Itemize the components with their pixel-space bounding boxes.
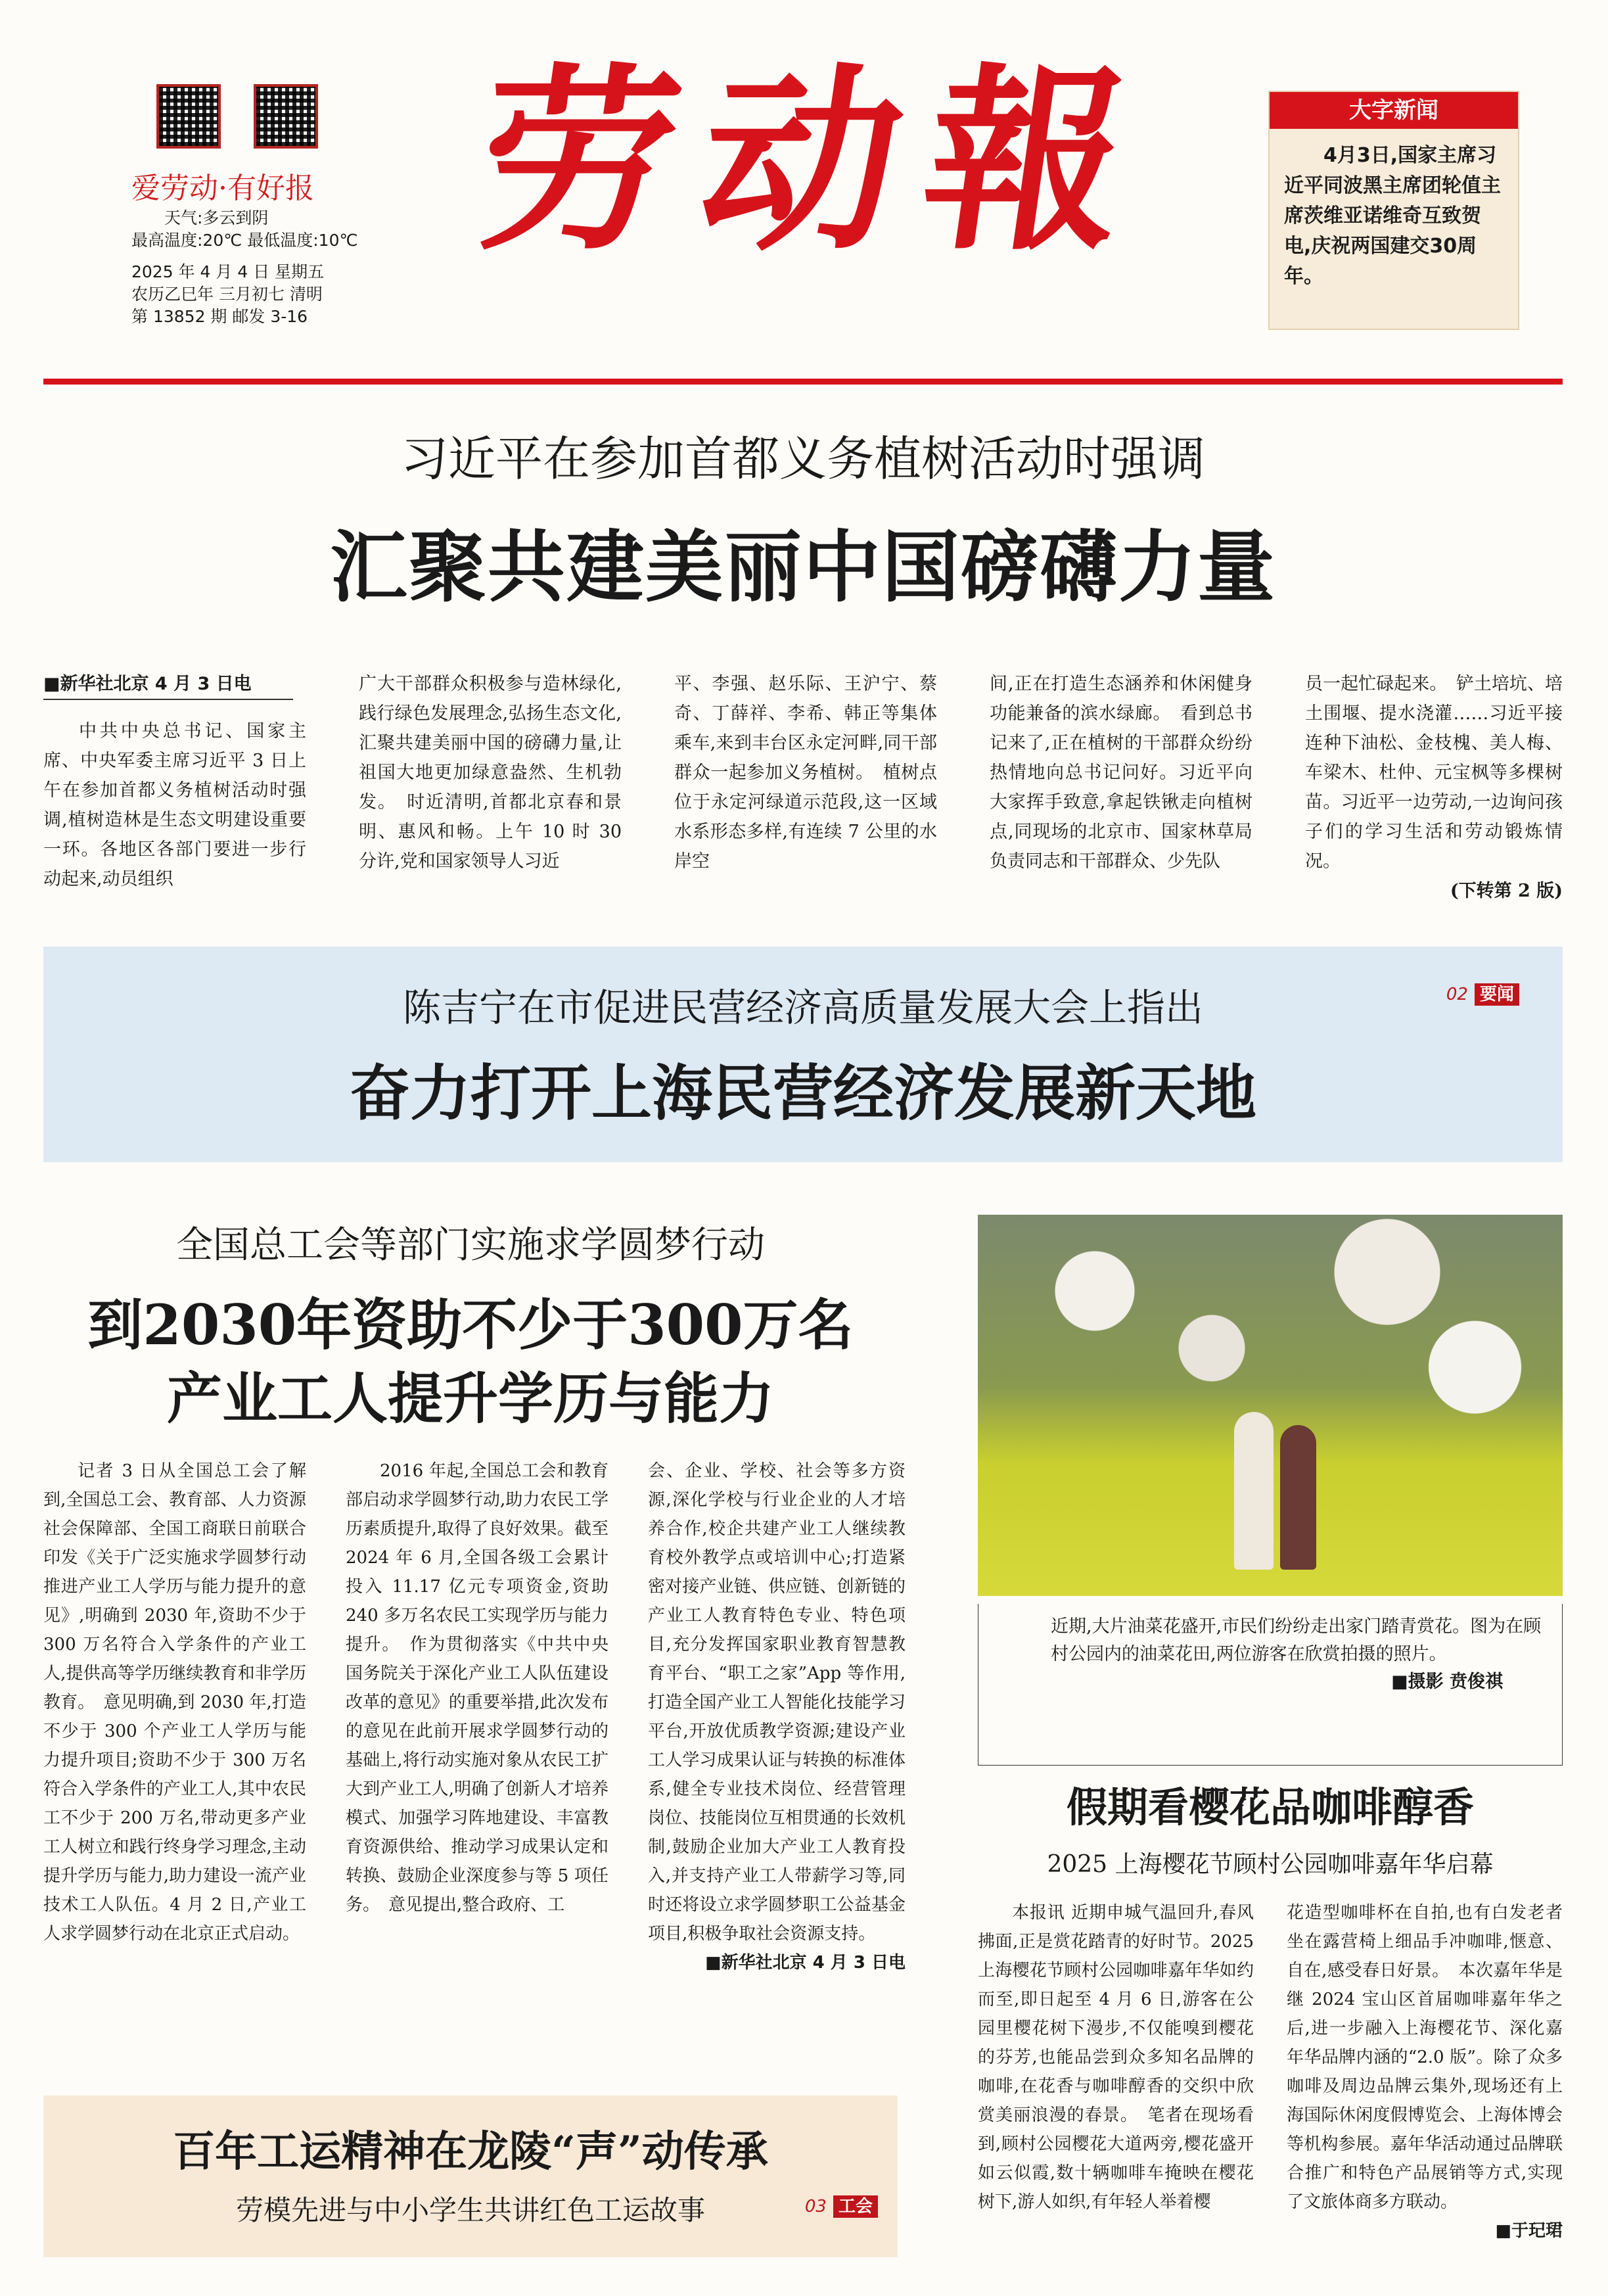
third-col-2-text: 2016 年起,全国总工会和教育部启动求学圆梦行动,助力农民工学历素质提升,取得了良好效果。截至 2024 年 6 月,全国各级工会累计投入 11.17 亿元专项资金,资助 240 多万名农民工实现学历与能力提升。 作为贯彻落实《中共中央 国务院关于深化产业工人队伍建设改革的意见》的重要举措,此次发布的意见在此前开展求学圆梦行动的基础上,将行动实施对象从农民工扩大到产业工人,明确了创新人才培养模式、加强学习阵地建设、丰富教育资源供给、推动学习成果认定和转换、鼓励企业深度参与等 5 项任务。 意见提出,整合政府、工 bbox=[346, 1461, 609, 1915]
qr-code-2[interactable] bbox=[254, 84, 318, 149]
bottom-headline: 百年工运精神在龙陵“声”动传承 bbox=[173, 2127, 768, 2176]
cherry-col-2-text: 花造型咖啡杯在自拍,也有白发老者坐在露营椅上细品手冲咖啡,惬意、自在,感受春日好景。 本次嘉年华是继 2024 宝山区首届咖啡嘉年华之后,进一步融入上海樱花节、深化嘉年华品牌内涵的“2.0 版”。除了众多咖啡及周边品牌云集外,现场还有上海国际休闲度假博览会、上海体博会等机构参展。嘉年华活动通过品牌联合推广和特色产品展销等方式,实现了文旅体商多方联动。 bbox=[1287, 1903, 1563, 2212]
cherry-subhead: 2025 上海樱花节顾村公园咖啡嘉年华启幕 bbox=[1047, 1851, 1494, 1878]
slogan: 爱劳动·有好报 bbox=[131, 172, 314, 205]
big-news-label: 大字新闻 bbox=[1270, 92, 1518, 129]
page-ref-label: 工会 bbox=[833, 2195, 878, 2218]
third-col-1-text: 记者 3 日从全国总工会了解到,全国总工会、教育部、人力资源社会保障部、全国工商联日前联合印发《关于广泛实施求学圆梦行动 推进产业工人学历与能力提升的意见》,明确到 2030 年,资助不少于 300 万名符合入学条件的产业工人,提供高等学历继续教育和非学历教育。 意见明确,到 2030 年,打造不少于 300 个产业工人学历与能力提升项目;资助不少于 300 万名符合入学条件的产业工人,其中农民工不少于 200 万名,带动更多产业工人树立和践行终身学习理念,主动提升学历与能力,助力建设一流产业技术工人队伍。4 月 2 日,产业工人求学圆梦行动在北京正式启动。 bbox=[43, 1461, 306, 1944]
third-col-2 bbox=[346, 1457, 609, 1919]
lead-col-4-text: 间,正在打造生态涵养和休闲健身功能兼备的滨水绿廊。 看到总书记来了,正在植树的干部群众纷纷热情地向总书记问好。习近平向大家挥手致意,拿起铁锹走向植树点,同现场的北京市、国家林草局负责同志和干部群众、少先队 bbox=[990, 674, 1252, 872]
lead-dateline: ■新华社北京 4 月 3 日电 bbox=[43, 669, 293, 700]
photo-caption-box bbox=[978, 1604, 1563, 1766]
lead-col-5 bbox=[1305, 669, 1563, 906]
page-ref-label: 要闻 bbox=[1475, 983, 1519, 1006]
third-col-1 bbox=[43, 1457, 306, 1948]
big-news-text: 4月3日,国家主席习近平同波黑主席团轮值主席茨维亚诺维奇互致贺电,庆祝两国建交30周年。 bbox=[1284, 144, 1501, 288]
issue-date: 2025 年 4 月 4 日 星期五 bbox=[131, 262, 325, 281]
cherry-col-1 bbox=[978, 1898, 1254, 2216]
second-kicker: 陈吉宁在市促进民营经济高质量发展大会上指出 bbox=[402, 985, 1203, 1030]
lead-kicker: 习近平在参加首都义务植树活动时强调 bbox=[400, 431, 1205, 486]
third-kicker: 全国总工会等部门实施求学圆梦行动 bbox=[176, 1224, 765, 1267]
rapeseed-photo[interactable] bbox=[978, 1215, 1563, 1596]
second-story-box bbox=[43, 947, 1563, 1162]
issue-number: 第 13852 期 邮发 3-16 bbox=[131, 307, 308, 326]
page-ref-number: 02 bbox=[1446, 985, 1468, 1004]
photo-credit: ■摄影 贲俊祺 bbox=[1391, 1672, 1503, 1692]
third-dateline: ■新华社北京 4 月 3 日电 bbox=[705, 1953, 906, 1973]
page-ref-02[interactable] bbox=[1446, 981, 1519, 1005]
lead-col-4 bbox=[990, 669, 1252, 876]
lead-col-2-text: 广大干部群众积极参与造林绿化,践行绿色发展理念,弘扬生态文化,汇聚共建美丽中国的磅礴力量,让祖国大地更加绿意盎然、生机勃发。 时近清明,首都北京春和景明、惠风和畅。上午 10 时 30 分许,党和国家领导人习近 bbox=[359, 674, 622, 872]
photo-caption: 近期,大片油菜花盛开,市民们纷纷走出家门踏青赏花。图为在顾村公园内的油菜花田,两位游客在欣赏拍摄的照片。 bbox=[1051, 1616, 1542, 1664]
temperature: 最高温度:20℃ 最低温度:10℃ bbox=[131, 231, 358, 250]
third-headline bbox=[43, 1288, 898, 1436]
qr-code-1[interactable] bbox=[156, 84, 221, 149]
page-ref-number: 03 bbox=[804, 2197, 827, 2216]
cherry-col-1-text: 本报讯 近期申城气温回升,春风拂面,正是赏花踏青的好时节。2025 上海樱花节顾村公园咖啡嘉年华如约而至,即日起至 4 月 6 日,游客在公园里樱花树下漫步,不仅能嗅到樱花的芬芳,也能品尝到众多知名品牌的咖啡,在花香与咖啡醇香的交织中欣赏美丽浪漫的春景。 笔者在现场看到,顾村公园樱花大道两旁,樱花盛开如云似霞,数十辆咖啡车掩映在樱花树下,游人如织,有年轻人举着樱 bbox=[978, 1903, 1254, 2212]
second-headline: 奋力打开上海民营经济发展新天地 bbox=[349, 1058, 1256, 1129]
masthead-meta bbox=[131, 207, 407, 328]
third-col-3 bbox=[648, 1457, 906, 1977]
weather: 天气:多云到阴 bbox=[164, 208, 269, 227]
lead-col-3 bbox=[674, 669, 937, 876]
lead-col-1-text: 中共中央总书记、国家主席、中央军委主席习近平 3 日上午在参加首都义务植树活动时强调,植树造林是生态文明建设重要一环。各地区各部门要进一步行动起来,动员组织 bbox=[43, 721, 306, 889]
cherry-col-2 bbox=[1287, 1898, 1563, 2245]
cherry-byline: ■于玘珺 bbox=[1495, 2221, 1563, 2241]
lead-headline: 汇聚共建美丽中国磅礴力量 bbox=[329, 521, 1276, 613]
lead-col-2 bbox=[359, 669, 622, 876]
visitor-figure-1 bbox=[1234, 1412, 1274, 1570]
continued-note[interactable]: (下转第 2 版) bbox=[1450, 881, 1563, 901]
lunar-date: 农历乙巳年 三月初七 清明 bbox=[131, 285, 323, 304]
third-headline-line2: 产业工人提升学历与能力 bbox=[166, 1366, 774, 1431]
lead-col-1 bbox=[43, 716, 306, 894]
lead-col-5-text: 员一起忙碌起来。 铲土培坑、培土围堰、提水浇灌……习近平接连种下油松、金枝槐、美人梅、车梁木、杜仲、元宝枫等多棵树苗。习近平一边劳动,一边询问孩子们的学习生活和劳动锻炼情况。 bbox=[1305, 674, 1563, 872]
bottom-story-box bbox=[43, 2096, 898, 2257]
third-col-3-text: 会、企业、学校、社会等多方资源,深化学校与行业企业的人才培养合作,校企共建产业工人继续教育校外教学点或培训中心;打造紧密对接产业链、供应链、创新链的产业工人教育特色专业、特色项目,充分发挥国家职业教育智慧教育平台、“职工之家”App 等作用,打造全国产业工人智能化技能学习平台,开放优质教学资源;建设产业工人学习成果认证与转换的标准体系,健全专业技术岗位、经营管理岗位、技能岗位互相贯通的长效机制,鼓励企业加大产业工人教育投入,并支持产业工人带薪学习等,同时还将设立求学圆梦职工公益基金项目,积极争取社会资源支持。 bbox=[648, 1461, 906, 1944]
lead-col-3-text: 平、李强、赵乐际、王沪宁、蔡奇、丁薛祥、李希、韩正等集体乘车,来到丰台区永定河畔,同干部群众一起参加义务植树。 植树点位于永定河绿道示范段,这一区域水系形态多样,有连续 7 公里的水岸空 bbox=[674, 674, 937, 872]
third-headline-line1: 到2030年资助不少于300万名 bbox=[87, 1292, 854, 1357]
visitor-figure-2 bbox=[1280, 1425, 1316, 1570]
newspaper-logo: 劳动報 bbox=[463, 45, 1166, 277]
page-ref-03[interactable] bbox=[805, 2193, 878, 2217]
big-news-box bbox=[1268, 91, 1519, 330]
masthead-rule bbox=[43, 379, 1563, 385]
bottom-subhead: 劳模先进与中小学生共讲红色工运故事 bbox=[235, 2194, 705, 2226]
cherry-headline: 假期看樱花品咖啡醇香 bbox=[1066, 1783, 1474, 1831]
